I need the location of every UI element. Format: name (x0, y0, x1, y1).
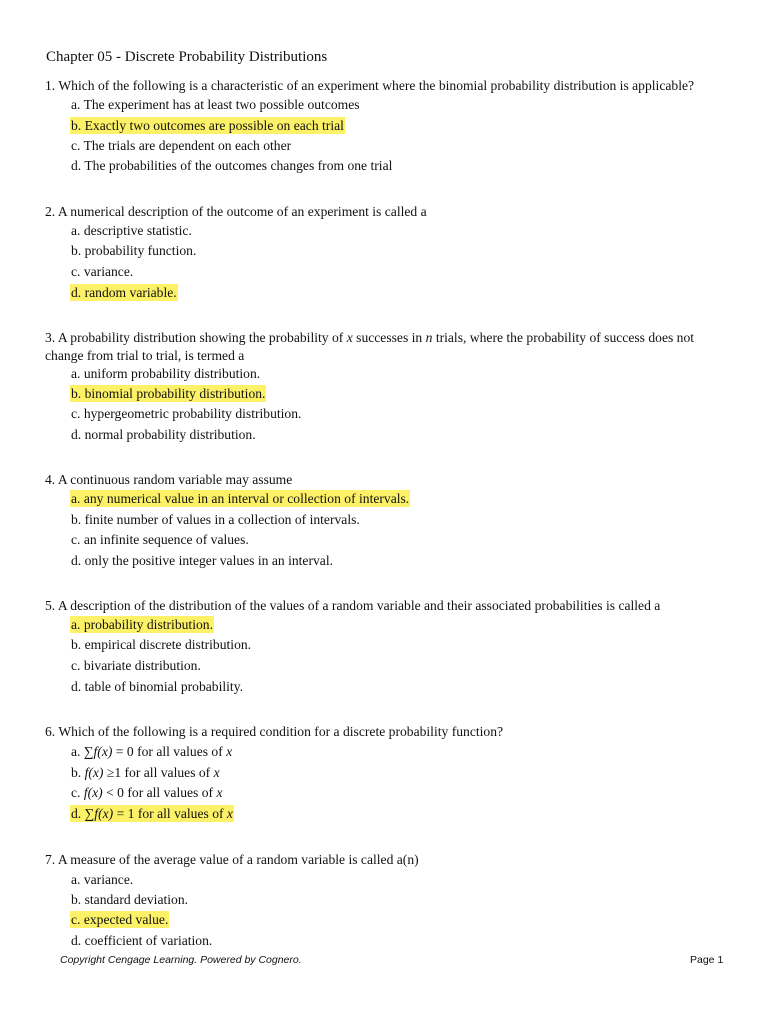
question-2-option-c: c. variance. (71, 264, 134, 279)
question-6-stem: 6. Which of the following is a required condition for a discrete probability function? (45, 724, 504, 739)
question-1-option-d: d. The probabilities of the outcomes changes from one trial (71, 158, 393, 173)
question-5-stem: 5. A description of the distribution of the values of a random variable and their associated probabilities is called a (45, 598, 661, 613)
question-3-stem-x: x (346, 330, 353, 345)
question-4-option-c: c. an infinite sequence of values. (71, 532, 249, 547)
question-5-option-d: d. table of binomial probability. (71, 679, 244, 694)
question-1-stem: 1. Which of the following is a characteristic of an experiment where the binomial probability distribution is applicable? (45, 78, 695, 93)
question-5-option-c: c. bivariate distribution. (71, 658, 201, 673)
footer-page-number: Page 1 (690, 954, 724, 966)
question-7-option-a: a. variance. (71, 872, 134, 887)
option-x: x (226, 806, 233, 821)
option-prefix: b. (71, 765, 85, 780)
question-6-option-c (70, 784, 224, 801)
question-6-option-b (70, 764, 221, 781)
question-3-stem-part-3: trials, where the probability of success does not change from trial to trial, is termed a (45, 330, 695, 363)
question-3-option-a: a. uniform probability distribution. (71, 366, 261, 381)
option-prefix: d. ∑ (71, 806, 95, 821)
question-2-option-a: a. descriptive statistic. (71, 223, 192, 238)
option-rest: = 0 for all values of (112, 744, 227, 759)
footer-copyright: Copyright Cengage Learning. Powered by Cognero. (60, 954, 302, 966)
question-3-option-d: d. normal probability distribution. (71, 427, 256, 442)
question-7-option-d: d. coefficient of variation. (71, 933, 213, 948)
option-rest: = 1 for all values of (113, 806, 227, 821)
question-7-option-b: b. standard deviation. (71, 892, 189, 907)
question-2-stem: 2. A numerical description of the outcome of an experiment is called a (45, 204, 427, 219)
document-title: Chapter 05 - Discrete Probability Distributions (46, 49, 328, 65)
question-3-stem-part-2: successes in (352, 330, 426, 345)
question-5-option-b: b. empirical discrete distribution. (71, 637, 252, 652)
question-7-option-c-highlighted: c. expected value. (71, 912, 169, 927)
question-1-option-c: c. The trials are dependent on each other (71, 138, 292, 153)
question-1-option-b-highlighted: b. Exactly two outcomes are possible on each trial (71, 118, 344, 133)
option-rest: ≥1 for all values of (103, 765, 214, 780)
question-4-option-a-highlighted: a. any numerical value in an interval or collection of intervals. (71, 491, 410, 506)
option-fx: f(x) (94, 806, 114, 821)
option-prefix: c. (71, 785, 84, 800)
option-x: x (213, 765, 220, 780)
question-3-option-c: c. hypergeometric probability distribution. (71, 406, 302, 421)
question-1-option-a: a. The experiment has at least two possible outcomes (71, 97, 360, 112)
question-3-stem-part-1: 3. A probability distribution showing the probability of (45, 330, 347, 345)
question-3-option-b-highlighted: b. binomial probability distribution. (71, 386, 266, 401)
question-6-option-a (70, 743, 233, 760)
question-3-stem (45, 329, 725, 365)
option-prefix: a. ∑ (71, 744, 94, 759)
option-fx: f(x) (83, 785, 103, 800)
option-x: x (216, 785, 223, 800)
question-4-stem: 4. A continuous random variable may assume (45, 472, 293, 487)
question-6-option-d-highlighted (70, 805, 234, 822)
question-2-option-b: b. probability function. (71, 243, 197, 258)
question-7-stem: 7. A measure of the average value of a random variable is called a(n) (45, 852, 419, 867)
question-4-option-d: d. only the positive integer values in an interval. (71, 553, 333, 568)
option-rest: < 0 for all values of (102, 785, 217, 800)
question-5-option-a-highlighted: a. probability distribution. (71, 617, 213, 632)
option-fx: f(x) (84, 765, 104, 780)
option-x: x (226, 744, 233, 759)
question-2-option-d-highlighted: d. random variable. (71, 285, 177, 300)
question-3-stem-n: n (425, 330, 433, 345)
question-4-option-b: b. finite number of values in a collection of intervals. (71, 512, 360, 527)
option-fx: f(x) (93, 744, 113, 759)
